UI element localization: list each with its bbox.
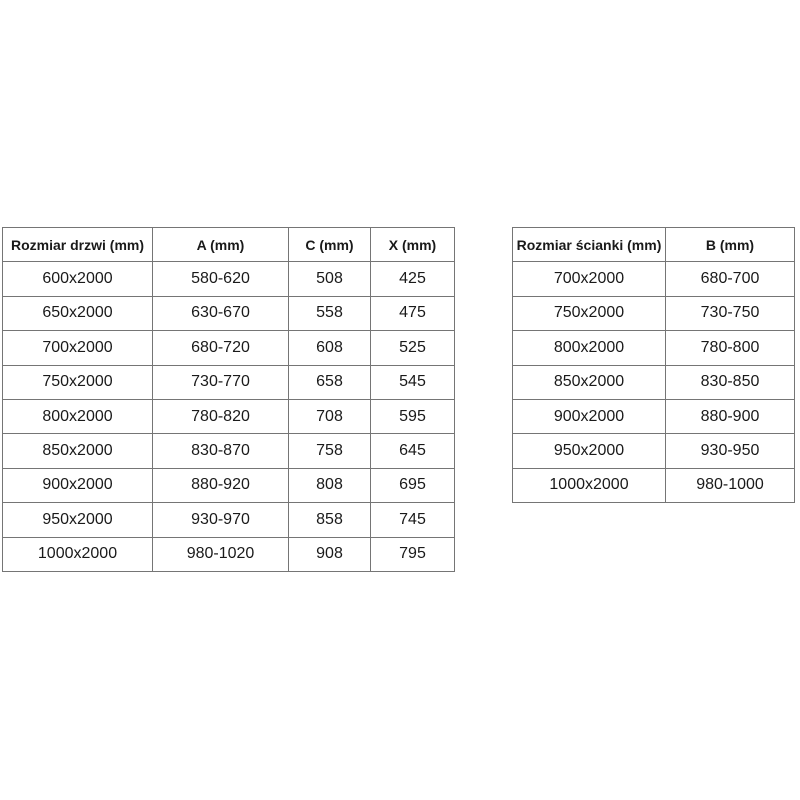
table-cell: 650x2000: [3, 296, 153, 330]
table-row: [513, 296, 795, 330]
table-row: [513, 331, 795, 365]
table-cell: 525: [371, 331, 455, 365]
table-cell: 708: [289, 399, 371, 433]
column-header: A (mm): [153, 228, 289, 262]
table-row: [3, 331, 455, 365]
table-cell: 545: [371, 365, 455, 399]
table-row: [513, 262, 795, 296]
table-cell: 795: [371, 537, 455, 571]
table-cell: 745: [371, 503, 455, 537]
table-cell: 645: [371, 434, 455, 468]
table-cell: 630-670: [153, 296, 289, 330]
table-cell: 950x2000: [513, 434, 666, 468]
table-cell: 1000x2000: [3, 537, 153, 571]
table-cell: 830-870: [153, 434, 289, 468]
table-cell: 980-1020: [153, 537, 289, 571]
table-cell: 695: [371, 468, 455, 502]
table-cell: 930-950: [666, 434, 795, 468]
table-cell: 558: [289, 296, 371, 330]
table-row: [513, 399, 795, 433]
table-cell: 730-770: [153, 365, 289, 399]
table-row: [3, 434, 455, 468]
table-cell: 930-970: [153, 503, 289, 537]
wall-sizes-table: [512, 227, 795, 503]
table-cell: 658: [289, 365, 371, 399]
header-row: [513, 228, 795, 262]
table-cell: 800x2000: [3, 399, 153, 433]
table-cell: 850x2000: [3, 434, 153, 468]
table-cell: 830-850: [666, 365, 795, 399]
table-row: [3, 296, 455, 330]
table-row: [3, 399, 455, 433]
table-cell: 508: [289, 262, 371, 296]
table-row: [3, 468, 455, 502]
table-cell: 900x2000: [3, 468, 153, 502]
table-cell: 1000x2000: [513, 468, 666, 502]
table-row: [513, 468, 795, 502]
door-sizes-table: [2, 227, 455, 572]
table-cell: 758: [289, 434, 371, 468]
table-row: [3, 365, 455, 399]
table-cell: 608: [289, 331, 371, 365]
table-cell: 880-900: [666, 399, 795, 433]
table-cell: 680-700: [666, 262, 795, 296]
table-cell: 850x2000: [513, 365, 666, 399]
column-header: Rozmiar ścianki (mm): [513, 228, 666, 262]
table-cell: 600x2000: [3, 262, 153, 296]
table-cell: 780-820: [153, 399, 289, 433]
table-row: [3, 262, 455, 296]
table-cell: 908: [289, 537, 371, 571]
table-cell: 700x2000: [3, 331, 153, 365]
column-header: B (mm): [666, 228, 795, 262]
table-cell: 980-1000: [666, 468, 795, 502]
table-cell: 800x2000: [513, 331, 666, 365]
table-cell: 595: [371, 399, 455, 433]
column-header: C (mm): [289, 228, 371, 262]
table-cell: 700x2000: [513, 262, 666, 296]
table-cell: 950x2000: [3, 503, 153, 537]
table-cell: 780-800: [666, 331, 795, 365]
header-row: [3, 228, 455, 262]
table-cell: 900x2000: [513, 399, 666, 433]
table-cell: 425: [371, 262, 455, 296]
column-header: Rozmiar drzwi (mm): [3, 228, 153, 262]
table-row: [513, 365, 795, 399]
table-cell: 680-720: [153, 331, 289, 365]
column-header: X (mm): [371, 228, 455, 262]
table-row: [3, 503, 455, 537]
table-cell: 730-750: [666, 296, 795, 330]
table-cell: 580-620: [153, 262, 289, 296]
table-row: [513, 434, 795, 468]
table-cell: 750x2000: [3, 365, 153, 399]
table-cell: 808: [289, 468, 371, 502]
table-cell: 750x2000: [513, 296, 666, 330]
table-cell: 475: [371, 296, 455, 330]
table-cell: 880-920: [153, 468, 289, 502]
table-row: [3, 537, 455, 571]
table-cell: 858: [289, 503, 371, 537]
